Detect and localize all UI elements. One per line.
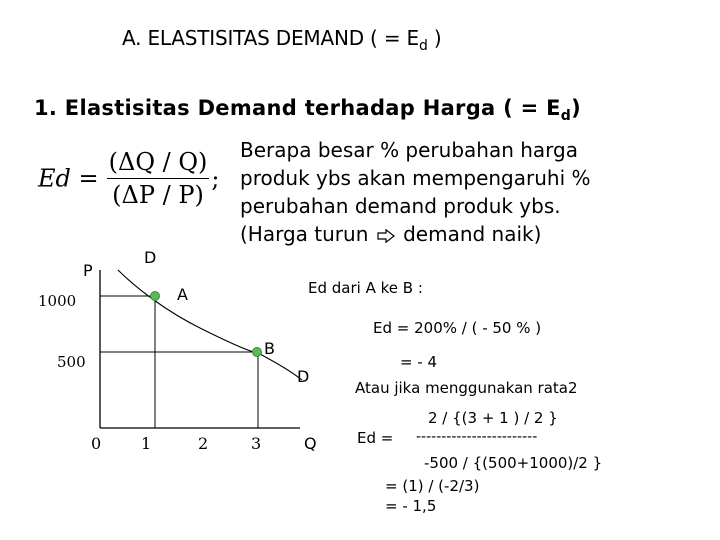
demand-curve	[118, 270, 302, 380]
calc-alt-heading: Atau jika menggunakan rata2	[355, 379, 578, 397]
y-tick-500: 500	[57, 353, 86, 371]
explanation-line-2: produk ybs akan mempengaruhi %	[240, 166, 591, 190]
x-tick-3: 3	[251, 434, 262, 453]
formula-denominator: (ΔP / P)	[112, 181, 204, 209]
point-b-marker	[253, 348, 262, 357]
x-axis-label: Q	[304, 434, 317, 453]
section-heading-text: 1. Elastisitas Demand terhadap Harga ( = E	[34, 96, 561, 120]
calc-result-1: = (1) / (-2/3)	[385, 477, 480, 495]
slide-title-end: )	[427, 26, 442, 50]
formula-numerator: (ΔQ / Q)	[107, 148, 210, 179]
x-tick-2: 2	[198, 434, 209, 453]
calc-line-2: = - 4	[400, 353, 438, 371]
slide-title-text: A. ELASTISITAS DEMAND ( = E	[122, 26, 419, 50]
x-tick-0: 0	[91, 434, 102, 453]
point-b-label: B	[264, 339, 275, 358]
y-tick-1000: 1000	[38, 292, 77, 310]
calc-alt-lhs: Ed =	[357, 429, 394, 447]
formula-semicolon: ;	[211, 164, 220, 193]
calc-alt-divider: ------------------------	[416, 429, 538, 445]
calc-heading: Ed dari A ke B :	[308, 279, 423, 297]
y-axis-label: P	[83, 261, 93, 280]
section-heading-subscript: d	[560, 108, 572, 125]
point-a-marker	[151, 292, 160, 301]
section-heading-end: )	[571, 96, 582, 120]
point-a-label: A	[177, 285, 188, 304]
formula-lhs: Ed =	[38, 164, 99, 193]
x-tick-1: 1	[141, 434, 152, 453]
calc-alt-denominator: -500 / {(500+1000)/2 }	[424, 454, 603, 472]
curve-label-bottom: D	[297, 367, 310, 386]
calc-alt-numerator: 2 / {(3 + 1 ) / 2 }	[428, 409, 558, 427]
explanation-line-4-end: demand naik)	[403, 222, 542, 246]
slide-title-subscript: d	[418, 38, 428, 54]
curve-label-top: D	[144, 248, 157, 267]
explanation-line-3: perubahan demand produk ybs.	[240, 194, 561, 218]
calc-result-2: = - 1,5	[385, 497, 437, 515]
explanation-line-1: Berapa besar % perubahan harga	[240, 138, 578, 162]
explanation-line-4-start: (Harga turun	[240, 222, 369, 246]
calc-line-1: Ed = 200% / ( - 50 % )	[373, 319, 542, 337]
